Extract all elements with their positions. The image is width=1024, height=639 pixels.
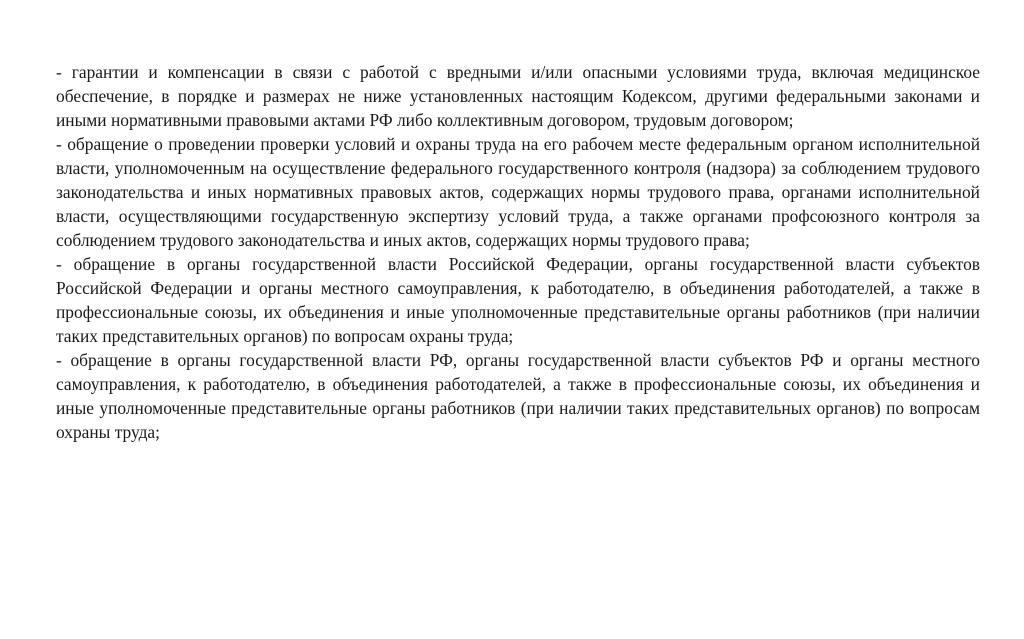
document-page: [56, 60, 980, 444]
paragraph-inspection-request: - обращение о проведении проверки условий и охраны труда на его рабочем месте федеральным органом исполнительной власти, уполномоченным на осуществление федерального государственного контроля (надзора) за соблюдением трудового законодательства и иных нормативных правовых актов, содержащих нормы трудового права, органами исполнительной власти, осуществляющими государственную экспертизу условий труда, а также органами профсоюзного контроля за соблюдением трудового законодательства и иных актов, содержащих нормы трудового права;: [56, 134, 980, 250]
paragraph-appeal-federal-bodies: - обращение в органы государственной власти Российской Федерации, органы государственной власти субъектов Российской Федерации и органы местного самоуправления, к работодателю, в объединения работодателей, а также в профессиональные союзы, их объединения и иные уполномоченные представительные органы работников (при наличии таких представительных органов) по вопросам охраны труда;: [56, 254, 980, 346]
paragraph-guarantees-compensation: - гарантии и компенсации в связи с работой с вредными и/или опасными условиями труда, включая медицинское обеспечение, в порядке и размерах не ниже установленных настоящим Кодексом, другими федеральными законами и иными нормативными правовыми актами РФ либо коллективным договором, трудовым договором;: [56, 62, 980, 130]
paragraph-appeal-state-bodies: - обращение в органы государственной власти РФ, органы государственной власти субъектов РФ и органы местного самоуправления, к работодателю, в объединения работодателей, а также в профессиональные союзы, их объединения и иные уполномоченные представительные органы работников (при наличии таких представительных органов) по вопросам охраны труда;: [56, 350, 980, 442]
